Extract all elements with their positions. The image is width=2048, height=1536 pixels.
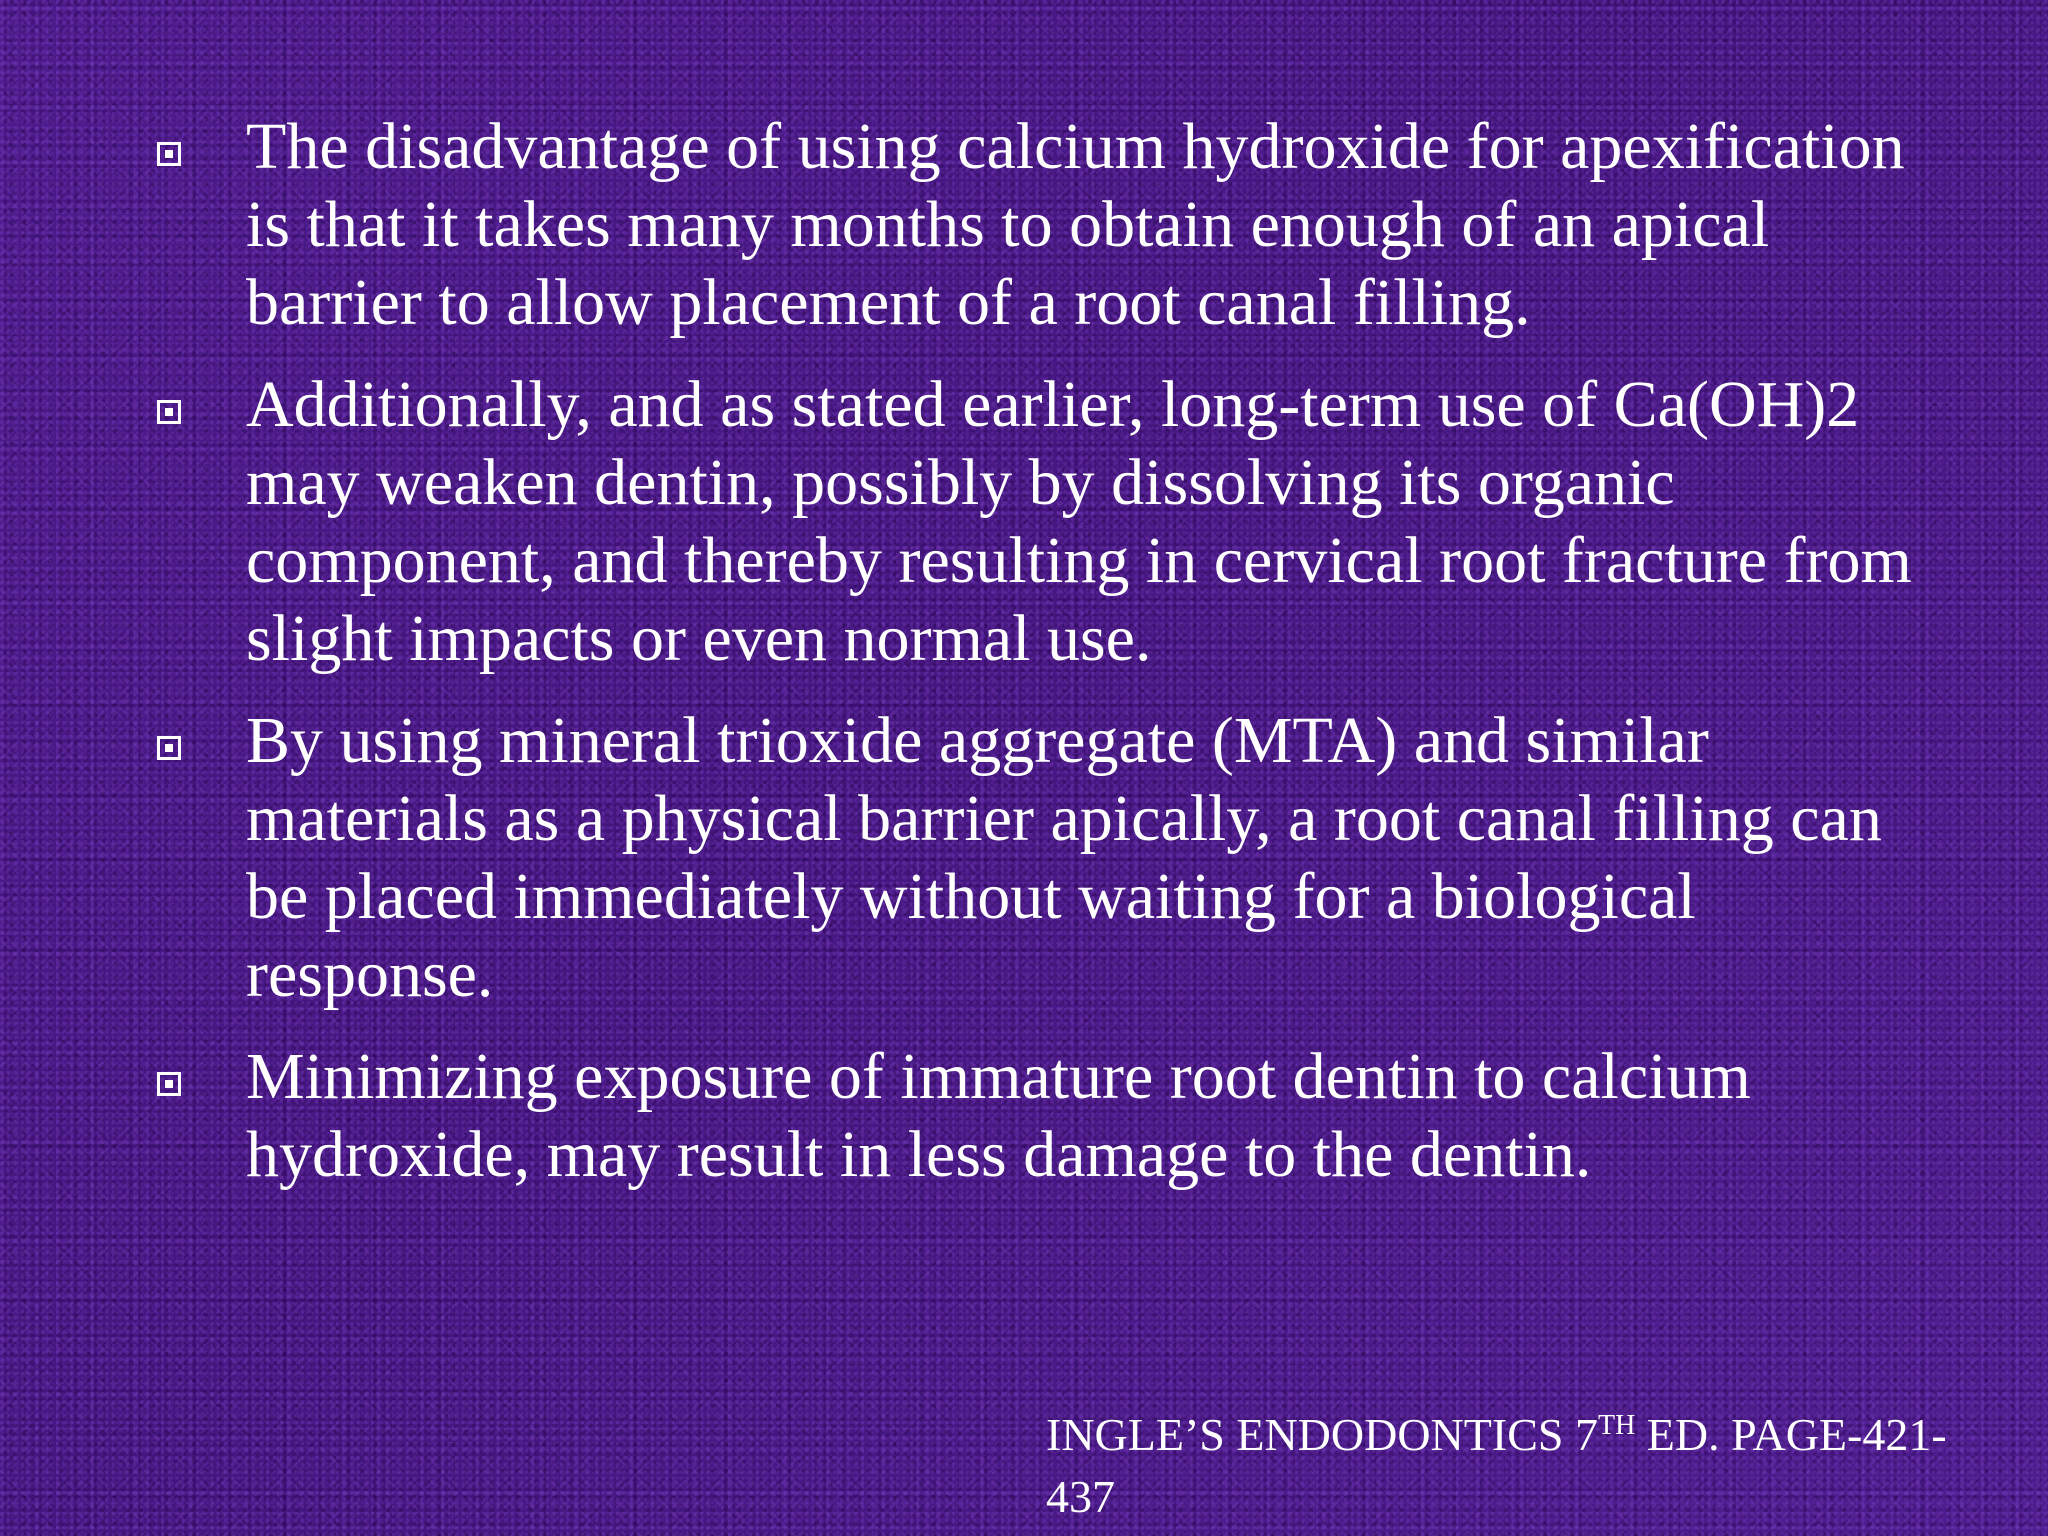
square-bullet-icon bbox=[157, 736, 181, 760]
bullet-item-minimizing-exposure bbox=[150, 1038, 1930, 1194]
bullet-text: By using mineral trioxide aggregate (MTA) and similar materials as a physical barrier apically, a root canal filling can be placed immediately without waiting for a biological response. bbox=[246, 704, 1882, 1011]
bullet-item-dentin-weakening bbox=[150, 366, 1930, 678]
square-bullet-icon bbox=[157, 142, 181, 166]
source-citation bbox=[1046, 1404, 2006, 1528]
citation-suffix: ED. PAGE-421-437 bbox=[1046, 1409, 1947, 1522]
citation-prefix: INGLE’S ENDODONTICS 7 bbox=[1046, 1409, 1598, 1460]
bullet-text: Minimizing exposure of immature root dentin to calcium hydroxide, may result in less damage to the dentin. bbox=[246, 1040, 1751, 1191]
bullet-text: Additionally, and as stated earlier, long-term use of Ca(OH)2 may weaken dentin, possibly by dissolving its organic component, and thereby resulting in cervical root fracture from slight impacts or even normal use. bbox=[246, 368, 1912, 675]
square-bullet-icon bbox=[157, 1072, 181, 1096]
citation-superscript: TH bbox=[1597, 1410, 1636, 1441]
bullet-list bbox=[150, 108, 1930, 1218]
bullet-item-calcium-hydroxide-disadvantage bbox=[150, 108, 1930, 342]
bullet-item-mta-barrier bbox=[150, 702, 1930, 1014]
bullet-text: The disadvantage of using calcium hydroxide for apexification is that it takes many months to obtain enough of an apical barrier to allow placement of a root canal filling. bbox=[246, 110, 1905, 339]
square-bullet-icon bbox=[157, 400, 181, 424]
